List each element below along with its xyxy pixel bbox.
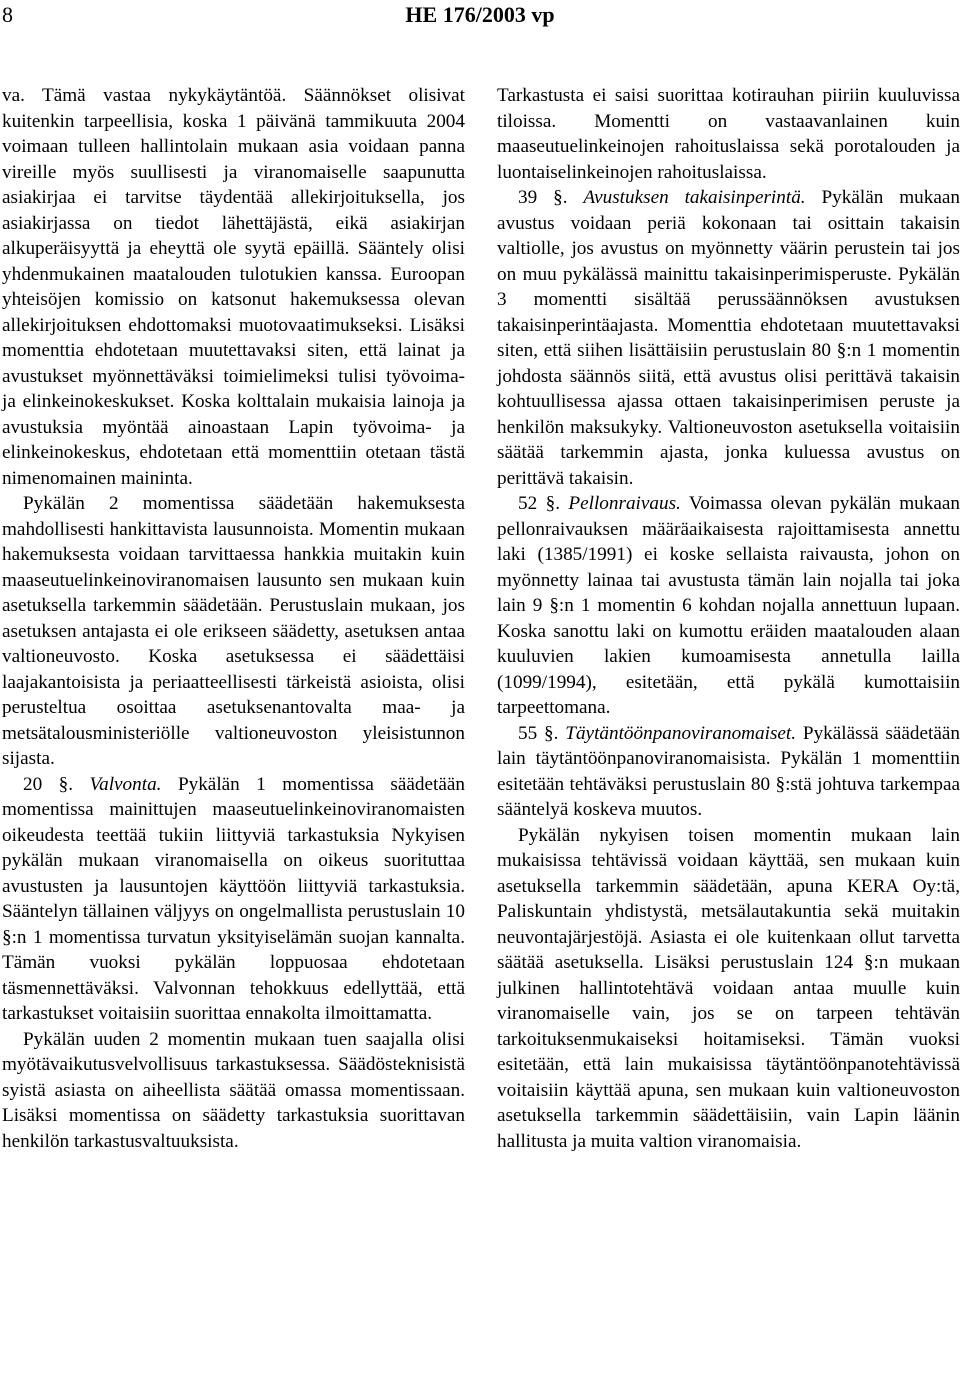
paragraph: [2, 83, 465, 491]
paragraph-text: Pykälän nykyisen toisen momentin mukaan lain mukaisissa tehtävissä voidaan käyttää, sen mukaan kuin asetuksella tarkemmin säädetään, apuna KERA Oy:tä, Paliskuntain yhdistystä, metsälautakuntia sekä muitakin neuvontajärjestöjä. Asiasta ei ole kuitenkaan ollut tarvetta säätää asetuksella. Lisäksi perustuslain 124 §:n mukaan julkinen hallintotehtävä voidaan antaa muulle kuin viranomaiselle vain, jos se on tarpeen tehtävän tarkoituksenmukaiseksi hoitamiseksi. Tämän vuoksi esitetään, että lain mukaisissa täytäntöönpanotehtävissä voitaisiin käyttää apuna, sen mukaan kuin valtioneuvoston asetuksella tarkemmin säädettäisiin, vain Lapin läänin hallitusta ja muita valtion viranomaisia.: [497, 824, 960, 1152]
right-column: [497, 83, 960, 1154]
document-id: HE 176/2003 vp: [405, 2, 555, 27]
paragraph-text: 39 §.: [518, 187, 584, 208]
section-heading: Avustuksen takaisinperintä.: [583, 187, 806, 208]
paragraph-text: Pykälän 2 momentissa säädetään hakemuksesta mahdollisesti hankittavista lausunnoista. Momentin mukaan hakemuksesta voidaan tarvittaessa hankkia muitakin kuin maaseutuelinkeinoviranomaisen lausunto sen mukaan kuin asetuksella tarkemmin säädetään. Perustuslain mukaan, jos asetuksen antajasta ei ole erikseen säädetty, asetuksen antaa valtioneuvosto. Koska asetuksessa ei säädettäisi laajakantoisista ja periaatteellisesti tärkeistä asioista, olisi perusteltua osoittaa asetuksenantovalta maa- ja metsätalousministeriölle valtioneuvoston yleisistunnon sijasta.: [2, 493, 465, 769]
paragraph-text: Voimassa olevan pykälän mukaan pellonraivauksen määräaikaisesta rajoittamisesta annettu laki (1385/1991) ei koske sellaista raivausta, johon on myönnetty lainaa tai avustusta tämän lain nojalla tai joka lain 9 §:n 1 momentin 6 kohdan nojalla annettuun lupaan. Koska sanottu laki on kumottu eräiden maatalouden alaan kuuluvien lakien kumoamisesta annetulla lailla (1099/1994), esitetään, että pykälä kumottaisiin tarpeettomana.: [497, 493, 960, 718]
section-heading: Pellonraivaus.: [568, 493, 681, 514]
page-header: [0, 0, 960, 34]
paragraph-text: 20 §.: [23, 773, 90, 795]
paragraph: [497, 83, 960, 185]
paragraph: [2, 1027, 465, 1155]
paragraph: [2, 491, 465, 772]
left-column: [2, 83, 465, 1154]
paragraph-text: Tarkastusta ei saisi suorittaa kotirauhan piiriin kuuluvissa tiloissa. Momentti on vastaavanlainen kuin maaseutuelinkeinojen rahoituslaissa sekä porotalouden ja luontaiselinkeinojen rahoituslaissa.: [497, 85, 960, 183]
paragraph-text: va. Tämä vastaa nykykäytäntöä. Säännökset olisivat kuitenkin tarpeellisia, koska 1 päivänä tammikuuta 2004 voimaan tulleen hallintolain mukaan asia voidaan panna vireille myös suullisesti ja viranomaiselle saapunutta asiakirjaa ei tarvitse täydentää allekirjoituksella, jos asiakirjassa on tiedot lähettäjästä, eikä asiakirjan alkuperäisyyttä ja eheyttä ole syytä epäillä. Sääntely olisi yhdenmukainen maatalouden tulotukien kanssa. Euroopan yhteisöjen komissio on katsonut hakemuksessa olevan allekirjoituksen ehdottomaksi muotovaatimukseksi. Lisäksi momenttia ehdotetaan muutettavaksi siten, että lainat ja avustukset myönnettäväksi toimielimeksi tulisi työvoima- ja elinkeinokeskukset. Koska kolttalain mukaisia lainoja ja avustuksia myöntää ainoastaan Lapin työvoima- ja elinkeinokeskus, ehdotetaan että momenttiin otetaan tästä nimenomainen maininta.: [2, 85, 465, 489]
paragraph-text: 55 §.: [518, 722, 566, 744]
paragraph-text: Pykälän 1 momentissa säädetään momentissa mainittujen maaseutuelinkeinoviranomaisten oikeudesta teettää tukiin liittyviä tarkastuksia Nykyisen pykälän mukaan viranomaisella on oikeus suorituttaa avustusten ja lausuntojen käyttöön liittyviä tarkastuksia. Sääntelyn tällainen väljyys on ongelmallista perustuslain 10 §:n 1 momentissa turvatun yksityiselämän suojan kannalta. Tämän vuoksi pykälän loppuosaa ehdotetaan täsmennettäväksi. Valvonnan tehokkuus edellyttää, että tarkastukset voitaisiin suorittaa ennakolta ilmoittamatta.: [2, 773, 465, 1024]
section-heading: Täytäntöönpanoviranomaiset.: [565, 722, 797, 744]
paragraph-text: Pykälässä säädetään lain täytäntöönpanoviranomaisista. Pykälän 1 momenttiin esitetään tehtäväksi perustuslain 80 §:stä johtuva tarkempaa sääntelyä koskeva muutos.: [497, 722, 960, 820]
paragraph: [2, 772, 465, 1027]
paragraph: [497, 491, 960, 721]
paragraph: [497, 823, 960, 1155]
paragraph-text: Pykälän uuden 2 momentin mukaan tuen saajalla olisi myötävaikutusvelvollisuus tarkastuksessa. Säädösteknisistä syistä asiasta on aiheellista säätää omassa momentissaan. Lisäksi momentissa on säädetty tarkastuksia suorittavan henkilön tarkastusvaltuuksista.: [2, 1028, 465, 1152]
paragraph-text: 52 §.: [518, 493, 569, 514]
page-number: 8: [2, 2, 13, 27]
paragraph-text: Pykälän mukaan avustus voidaan periä kokonaan tai osittain takaisin valtiolle, jos avustus on myönnetty väärin perustein tai jos on muu pykälässä mainittu takaisinperimisperuste. Pykälän 3 momentti sisältää perussäännöksen avustuksen takaisinperintäajasta. Momenttia ehdotetaan muutettavaksi siten, että siihen lisättäisiin perustuslain 80 §:n 1 momentin johdosta säännös siitä, että avustus olisi perittävä takaisin kohtuullisessa ajassa ottaen takaisinperimisen peruste ja henkilön maksukyky. Valtioneuvoston asetuksella voitaisiin säätää tarkemmin ajasta, jonka kuluessa avustus on perittävä takaisin.: [497, 187, 960, 489]
paragraph: [497, 721, 960, 823]
paragraph: [497, 185, 960, 491]
section-heading: Valvonta.: [89, 773, 162, 795]
